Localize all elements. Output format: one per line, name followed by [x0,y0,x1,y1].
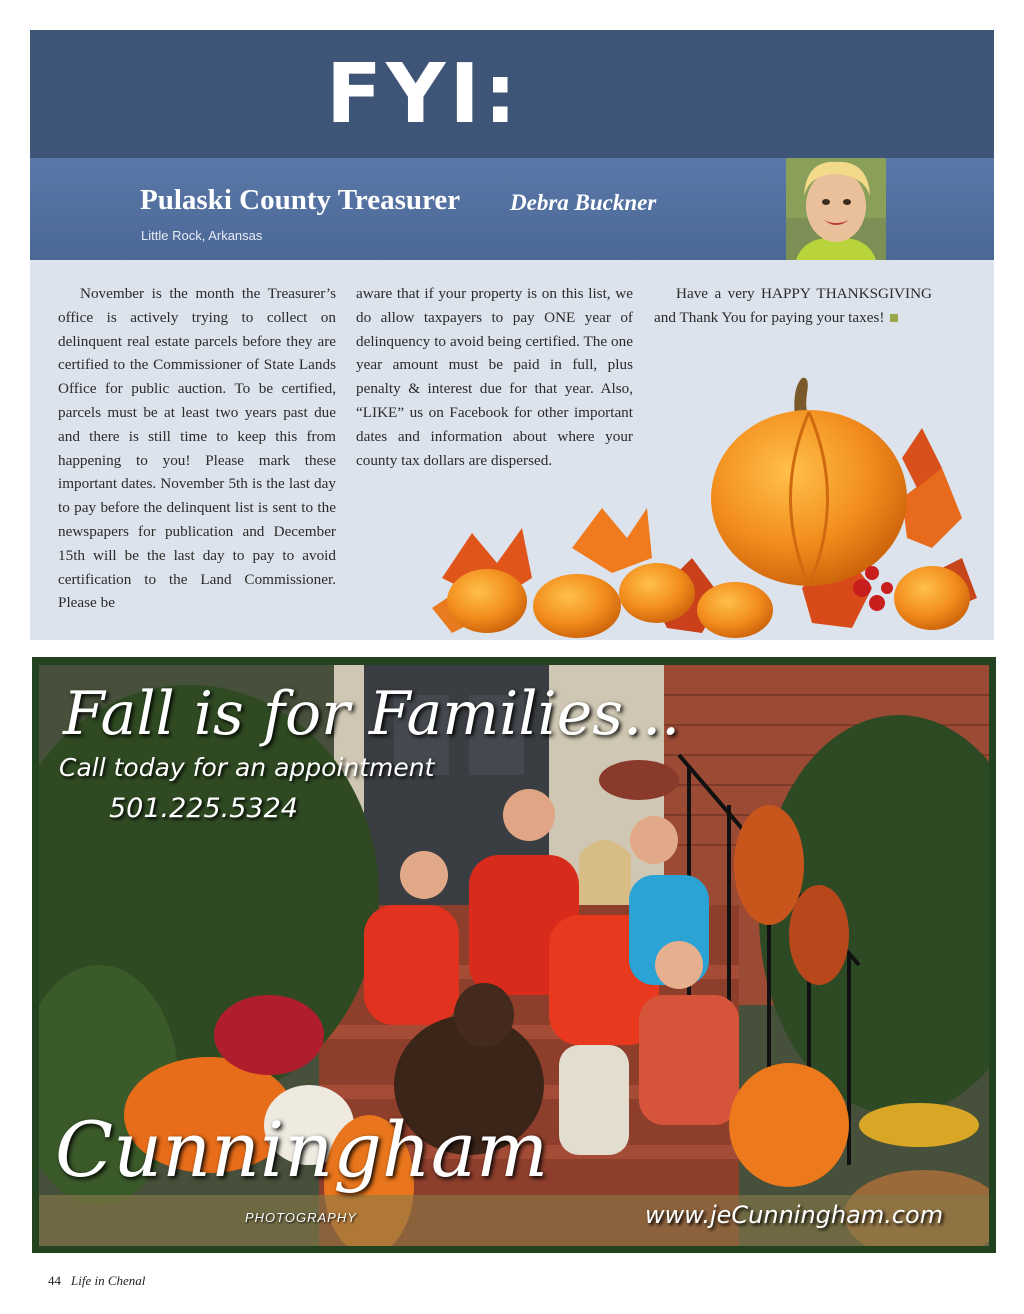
fyi-header [30,30,994,158]
fyi-title: FYI: [326,47,521,142]
logo-subtitle: PHOTOGRAPHY [245,1210,357,1225]
ad-website-link[interactable]: www.jeCunningham.com [645,1201,944,1229]
page-footer [48,1273,145,1289]
publication-name: Life in Chenal [71,1273,146,1288]
cunningham-logo: Cunningham [55,1105,549,1194]
treasurer-title: Pulaski County Treasurer [140,184,461,216]
ad-call-to-action: Call today for an appointment [59,753,435,782]
end-mark-icon [890,314,898,322]
treasurer-location: Little Rock, Arkansas [141,228,263,243]
treasurer-name: Debra Buckner [510,190,657,215]
article-column-3-text: Have a very HAPPY THANKSGIVING and Thank You for paying your taxes! [654,285,932,326]
article-column-3 [654,282,932,330]
photography-advertisement [32,657,996,1253]
family-portrait-photo [39,665,989,1246]
fyi-panel [30,30,994,640]
ad-headline: Fall is for Families... [63,679,681,749]
page-number: 44 [48,1273,61,1288]
treasurer-bar [30,158,994,260]
article-column-1: November is the month the Treasurer’s office is actively trying to collect on delinquent real estate parcels before they are certified to the Commissioner of State Lands Office for public auction. To be certified, parcels must be at least two years past due and there is still time to keep this from happening to you! Please mark these important dates. November 5th is the last day to pay before the delinquent list is sent to the newspapers for publication and December 15th will be the last day to pay to avoid certification to the Land Commissioner. Please be [58,285,336,612]
article-column-2: aware that if your property is on this list, we do allow taxpayers to pay ONE year of delinquency to avoid being certified. The one year amount must be paid in full, plus penalty & interest due for that year. Also, “LIKE” us on Facebook for other important dates and information about where your county tax dollars are dispersed. [356,285,633,469]
pumpkin-illustration [402,348,982,644]
ad-phone-number[interactable]: 501.225.5324 [109,793,298,824]
treasurer-portrait [786,158,886,260]
